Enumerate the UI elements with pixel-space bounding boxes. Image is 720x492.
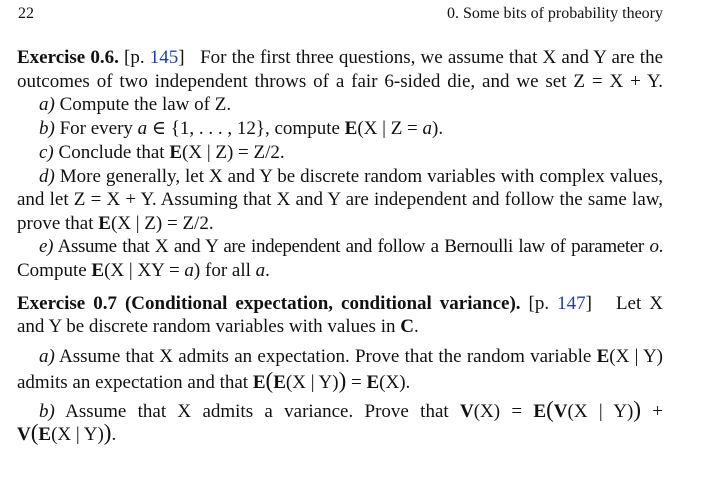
ex06-ref-close: ] <box>178 47 185 68</box>
ex06-b-E: E <box>344 118 358 139</box>
ex07-line2-C: C <box>400 316 414 337</box>
ex06-e-line2-end: . <box>265 260 270 281</box>
ex07-b-line1-x: (X) = <box>473 401 534 422</box>
ex07-line2-end: . <box>413 316 419 337</box>
ex07-page-link[interactable]: 147 <box>557 293 586 314</box>
page-number: 22 <box>18 5 34 22</box>
ex06-d-line1: More generally, let X and Y be discrete random variables with complex values, <box>59 166 664 187</box>
ex07-line1-end: Let X <box>615 293 663 314</box>
ex07-a-paren-close: ) <box>338 368 347 393</box>
ex06-title: Exercise 0.6. <box>17 47 119 68</box>
ex07-ref-close: ] <box>585 293 592 314</box>
ex06-part-d-3 <box>17 212 663 236</box>
ex06-e-line2-pre: Compute <box>17 260 92 281</box>
ex06-e-param: o <box>649 236 659 257</box>
ex06-e-var2: a <box>255 260 266 281</box>
ex07-b-end: . <box>111 424 117 445</box>
ex07-a-line1-pre: Assume that X admits an expectation. Prove that the random variable <box>59 346 597 367</box>
ex06-d-E: E <box>98 213 111 234</box>
ex06-part-d-2: and let Z = X + Y. Assuming that X and Y are independent and follow the same law, <box>17 189 663 210</box>
ex06-d-label: d) <box>39 166 55 187</box>
ex06-e-line2-expr: (X | XY = <box>104 260 185 281</box>
ex06-e-line1-end: . <box>658 236 663 257</box>
ex07-a-E: E <box>596 346 610 367</box>
ex07-a-line2-end: (X). <box>379 372 411 393</box>
ex07-b-V2: V <box>553 401 568 422</box>
ex07-a-line1-expr: (X | Y) <box>609 346 663 367</box>
ex06-part-e-2 <box>17 259 663 283</box>
ex06-b-pre: For every <box>59 118 138 139</box>
ex06-b-end: ). <box>432 118 444 139</box>
ex07-part-a-1 <box>17 345 663 369</box>
ex06-b-var: a <box>137 118 148 139</box>
ex06-b-set: ∈ {1, . . . , 12}, compute <box>147 118 345 139</box>
ex07-a-label: a) <box>39 346 55 367</box>
ex07-a-line2-pre: admits an expectation and that <box>17 372 253 393</box>
ex07-b-paren-close: ) <box>633 397 641 422</box>
ex06-a-label: a) <box>39 94 55 115</box>
ex07-a-E3: E <box>273 372 286 393</box>
ex07-b-line1-pre: Assume that X admits a variance. Prove that <box>65 401 460 422</box>
ex06-d-line3-pre: prove that <box>17 213 99 234</box>
ex07-line-1 <box>17 292 663 316</box>
running-title: 0. Some bits of probability theory <box>447 5 663 22</box>
ex07-b-paren-close2: ) <box>103 420 112 445</box>
ex06-part-a <box>17 93 663 117</box>
ex06-intro-1: For the first three questions, we assume that X and Y are the <box>200 47 664 68</box>
ex06-line-2: outcomes of two independent throws of a fair 6-sided die, and we set Z = X + Y. <box>17 71 663 92</box>
ex06-e-line1-pre: Assume that X and Y are independent and follow a Bernoulli law of parameter <box>57 236 650 257</box>
ex07-line-2 <box>17 315 663 339</box>
ex07-b-E2: E <box>38 424 52 445</box>
ex07-line2-pre: and Y be discrete random variables with values in <box>17 316 401 337</box>
ex06-d-line3-expr: (X | Z) = Z/2. <box>110 213 214 234</box>
ex07-b-plus: + <box>640 401 664 422</box>
ex07-b-inner: (X | Y) <box>567 401 634 422</box>
ex06-c-pre: Conclude that <box>58 142 170 163</box>
ex07-b-paren-open2: ( <box>30 420 39 445</box>
ex06-a-text: Compute the law of Z. <box>59 94 232 115</box>
ex06-b-expr: (X | Z = <box>357 118 423 139</box>
ex07-a-E2: E <box>252 372 266 393</box>
ex06-part-d-1 <box>17 165 663 189</box>
ex06-e-var: a <box>184 260 194 281</box>
ex06-e-label: e) <box>39 236 54 257</box>
ex07-part-b-2 <box>17 421 663 447</box>
page-header <box>18 5 663 27</box>
ex06-c-E: E <box>169 142 183 163</box>
ex06-part-b <box>17 117 663 141</box>
ex07-part-a-2 <box>17 369 663 395</box>
ex06-part-e-1 <box>17 235 663 259</box>
ex07-b-V3: V <box>17 424 31 445</box>
ex06-page-link[interactable]: 145 <box>149 47 179 68</box>
ex07-part-b-1 <box>17 398 663 424</box>
ex07-a-paren-open: ( <box>265 368 274 393</box>
ex07-b-label: b) <box>39 401 55 422</box>
ex06-e-line2-mid: ) for all <box>193 260 256 281</box>
ex07-title: Exercise 0.7 (Conditional expectation, conditional variance). <box>17 293 521 314</box>
ex07-a-E4: E <box>366 372 380 393</box>
ex07-b-E: E <box>533 401 547 422</box>
ex06-b-label: b) <box>39 118 55 139</box>
ex07-b-inner2: (X | Y) <box>51 424 104 445</box>
ex06-part-c <box>17 141 663 165</box>
ex06-line-1 <box>17 46 663 70</box>
ex07-ref-open: [p. <box>528 293 558 314</box>
ex07-b-paren-open: ( <box>546 397 554 422</box>
ex07-a-inner: (X | Y) <box>285 372 339 393</box>
ex06-e-E: E <box>91 260 105 281</box>
ex07-b-V: V <box>459 401 474 422</box>
ex07-a-eq: = <box>346 372 367 393</box>
ex06-c-expr: (X | Z) = Z/2. <box>182 142 285 163</box>
ex06-b-var2: a <box>422 118 433 139</box>
ex06-ref-open: [p. <box>124 47 150 68</box>
ex06-c-label: c) <box>39 142 54 163</box>
